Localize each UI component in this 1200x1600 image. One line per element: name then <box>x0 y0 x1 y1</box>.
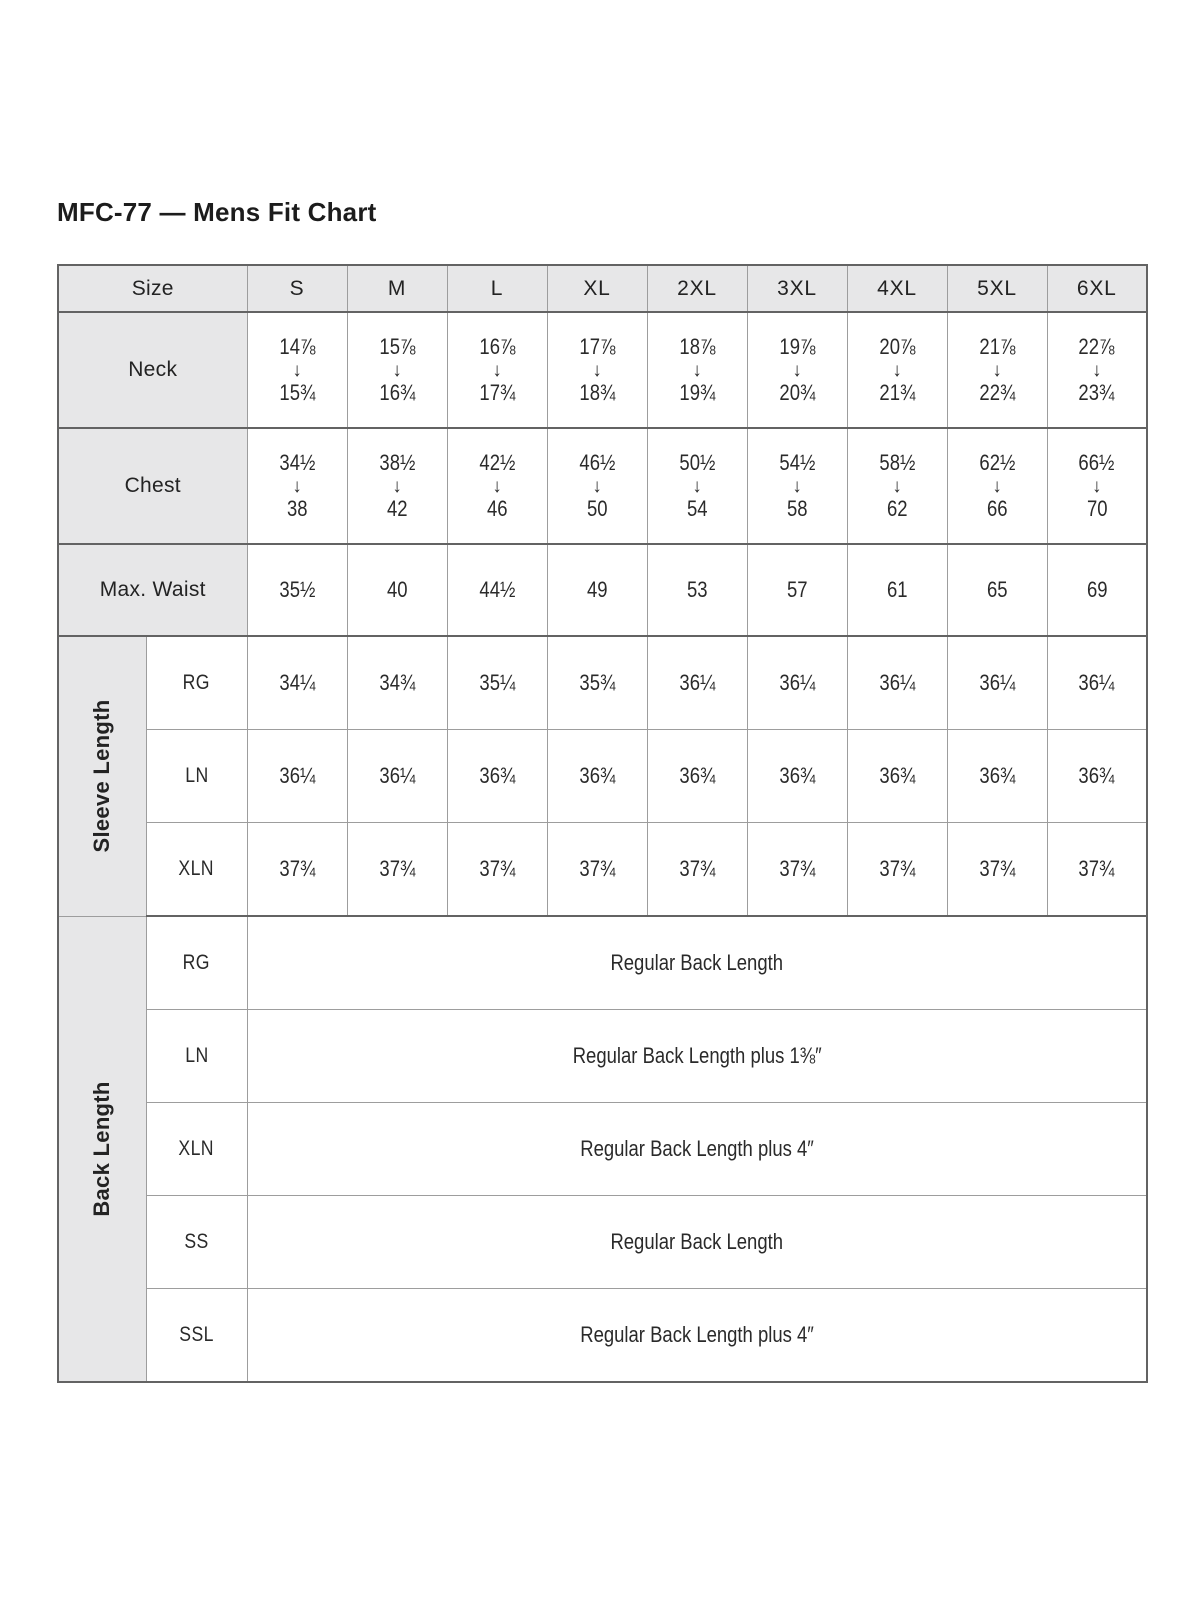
value-cell: 35¼ <box>447 636 547 730</box>
value-cell: 44½ <box>447 544 547 636</box>
range-cell: 38½ ↓ 42 <box>347 428 447 544</box>
value-cell: 49 <box>547 544 647 636</box>
value-cell: 37¾ <box>647 823 747 917</box>
value-cell: 36¾ <box>547 730 647 823</box>
down-arrow-icon: ↓ <box>892 475 902 497</box>
range-cell: 16⅞ ↓ 17¾ <box>447 312 547 428</box>
sleeve-code-ln: LN <box>146 730 247 823</box>
size-header-cell: Size <box>58 265 247 312</box>
value-cell: 37¾ <box>747 823 847 917</box>
size-col-header-4xl: 4XL <box>847 265 947 312</box>
down-arrow-icon: ↓ <box>792 475 802 497</box>
back-code-rg: RG <box>146 916 247 1010</box>
down-arrow-icon: ↓ <box>992 359 1002 381</box>
value-cell: 69 <box>1047 544 1147 636</box>
value-cell: 37¾ <box>347 823 447 917</box>
value-cell: 37¾ <box>547 823 647 917</box>
value-cell: 34¾ <box>347 636 447 730</box>
value-cell: 36¼ <box>647 636 747 730</box>
back-code-ln: LN <box>146 1010 247 1103</box>
sleeve-rg-row <box>58 636 1147 730</box>
back-xln-text-cell: Regular Back Length plus 4″ <box>247 1103 1147 1196</box>
value-cell: 36¼ <box>347 730 447 823</box>
range-cell: 20⅞ ↓ 21¾ <box>847 312 947 428</box>
chest-row-label: Chest <box>58 428 247 544</box>
value-cell: 37¾ <box>447 823 547 917</box>
back-code-ssl: SSL <box>146 1289 247 1383</box>
back-ln-text-cell: Regular Back Length plus 1⅜″ <box>247 1010 1147 1103</box>
back-code-xln: XLN <box>146 1103 247 1196</box>
value-cell: 61 <box>847 544 947 636</box>
range-cell: 54½ ↓ 58 <box>747 428 847 544</box>
down-arrow-icon: ↓ <box>292 475 302 497</box>
sleeve-xln-row <box>58 823 1147 917</box>
value-cell: 36¼ <box>847 636 947 730</box>
size-col-header-xl: XL <box>547 265 647 312</box>
range-cell: 46½ ↓ 50 <box>547 428 647 544</box>
down-arrow-icon: ↓ <box>292 359 302 381</box>
back-code-ss: SS <box>146 1196 247 1289</box>
value-cell: 37¾ <box>247 823 347 917</box>
down-arrow-icon: ↓ <box>492 359 502 381</box>
range-cell: 15⅞ ↓ 16¾ <box>347 312 447 428</box>
range-cell: 66½ ↓ 70 <box>1047 428 1147 544</box>
value-cell: 34¼ <box>247 636 347 730</box>
max-waist-row-label: Max. Waist <box>58 544 247 636</box>
back-rg-row <box>58 916 1147 1010</box>
back-ssl-row <box>58 1289 1147 1383</box>
value-cell: 40 <box>347 544 447 636</box>
range-cell: 62½ ↓ 66 <box>947 428 1047 544</box>
value-cell: 36¾ <box>847 730 947 823</box>
down-arrow-icon: ↓ <box>692 475 702 497</box>
neck-row <box>58 312 1147 428</box>
back-xln-row <box>58 1103 1147 1196</box>
size-col-header-3xl: 3XL <box>747 265 847 312</box>
back-ss-text-cell: Regular Back Length <box>247 1196 1147 1289</box>
down-arrow-icon: ↓ <box>592 359 602 381</box>
value-cell: 65 <box>947 544 1047 636</box>
sleeve-ln-row <box>58 730 1147 823</box>
value-cell: 57 <box>747 544 847 636</box>
down-arrow-icon: ↓ <box>392 475 402 497</box>
range-cell: 34½ ↓ 38 <box>247 428 347 544</box>
range-cell: 18⅞ ↓ 19¾ <box>647 312 747 428</box>
back-ssl-text-cell: Regular Back Length plus 4″ <box>247 1289 1147 1383</box>
value-cell: 36¾ <box>947 730 1047 823</box>
size-col-header-6xl: 6XL <box>1047 265 1147 312</box>
back-length-section-label: Back Length <box>58 916 146 1382</box>
range-cell: 42½ ↓ 46 <box>447 428 547 544</box>
value-cell: 36¾ <box>647 730 747 823</box>
down-arrow-icon: ↓ <box>1092 475 1102 497</box>
value-cell: 35½ <box>247 544 347 636</box>
down-arrow-icon: ↓ <box>792 359 802 381</box>
range-cell: 14⅞ ↓ 15¾ <box>247 312 347 428</box>
down-arrow-icon: ↓ <box>1092 359 1102 381</box>
back-rg-text-cell: Regular Back Length <box>247 916 1147 1010</box>
range-cell: 17⅞ ↓ 18¾ <box>547 312 647 428</box>
range-cell: 22⅞ ↓ 23¾ <box>1047 312 1147 428</box>
value-cell: 36¼ <box>247 730 347 823</box>
size-col-header-5xl: 5XL <box>947 265 1047 312</box>
down-arrow-icon: ↓ <box>492 475 502 497</box>
max-waist-row <box>58 544 1147 636</box>
size-col-header-l: L <box>447 265 547 312</box>
down-arrow-icon: ↓ <box>892 359 902 381</box>
range-cell: 19⅞ ↓ 20¾ <box>747 312 847 428</box>
value-cell: 35¾ <box>547 636 647 730</box>
size-col-header-m: M <box>347 265 447 312</box>
range-cell: 50½ ↓ 54 <box>647 428 747 544</box>
value-cell: 36¼ <box>1047 636 1147 730</box>
sleeve-length-section-label: Sleeve Length <box>58 636 146 916</box>
down-arrow-icon: ↓ <box>692 359 702 381</box>
value-cell: 37¾ <box>1047 823 1147 917</box>
chest-row <box>58 428 1147 544</box>
sleeve-code-rg: RG <box>146 636 247 730</box>
value-cell: 36¾ <box>447 730 547 823</box>
range-cell: 58½ ↓ 62 <box>847 428 947 544</box>
value-cell: 36¾ <box>747 730 847 823</box>
value-cell: 36¾ <box>1047 730 1147 823</box>
value-cell: 37¾ <box>947 823 1047 917</box>
back-ss-row <box>58 1196 1147 1289</box>
value-cell: 37¾ <box>847 823 947 917</box>
back-ln-row <box>58 1010 1147 1103</box>
value-cell: 53 <box>647 544 747 636</box>
header-row <box>58 265 1147 312</box>
value-cell: 36¼ <box>747 636 847 730</box>
down-arrow-icon: ↓ <box>592 475 602 497</box>
neck-row-label: Neck <box>58 312 247 428</box>
down-arrow-icon: ↓ <box>992 475 1002 497</box>
range-cell: 21⅞ ↓ 22¾ <box>947 312 1047 428</box>
value-cell: 36¼ <box>947 636 1047 730</box>
sleeve-code-xln: XLN <box>146 823 247 917</box>
size-col-header-s: S <box>247 265 347 312</box>
page-title: MFC-77 — Mens Fit Chart <box>57 197 377 227</box>
down-arrow-icon: ↓ <box>392 359 402 381</box>
size-col-header-2xl: 2XL <box>647 265 747 312</box>
mens-fit-chart-table <box>57 264 1148 1383</box>
